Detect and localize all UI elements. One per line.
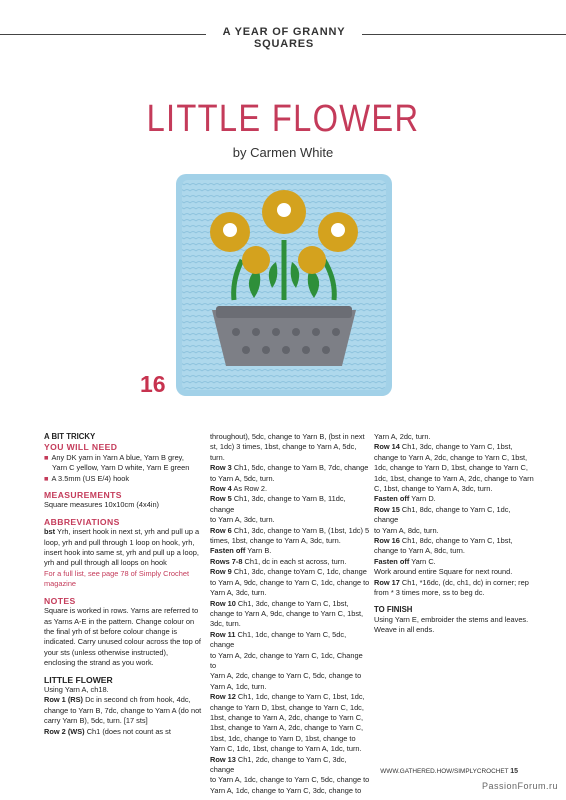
finish-text-cont: Weave in all ends.	[374, 625, 435, 635]
you-will-need-heading: YOU WILL NEED	[44, 442, 118, 453]
pattern-number: 16	[140, 371, 166, 397]
bullet-square-icon: ■	[44, 452, 49, 462]
measurements-text: Square measures 10x10cm (4x4in)	[44, 500, 160, 510]
page-header	[0, 26, 566, 50]
column-1	[44, 432, 204, 737]
difficulty-label: A BIT TRICKY	[44, 432, 96, 441]
header-title: A YEAR OF GRANNY SQUARES	[222, 26, 346, 50]
page-number: 15	[510, 768, 518, 775]
bullet-square-icon: ■	[44, 473, 49, 483]
notes-text: Square is worked in rows. Yarns are referred to as Yarns A-E in the pattern. Change colour on the final yrh of st before colour change is indicated. Carry unused colour across the top of your sts (unless otherwise instructed), enclosing the strand as you work.	[44, 606, 201, 668]
pattern-rows-middle: throughout), 5dc, change to Yarn B, (bst in next st, 1dc) 3 times, 1bst, change to Yarn A, 5dc, turn. Row 3 Ch1, 5dc, change to Yarn B, 7dc, change to Yarn A, 5dc, turn. Row 4 As Row 2. Row 5 Ch1, 3dc, change to Yarn B, 11dc, change to Yarn A, 3dc, turn. Row 6 Ch1, 3dc, change to Yarn B, (1bst, 1dc) 5 times, 1bst, change to Yarn A, 3dc, turn. Fasten off Yarn B. Rows 7-8 Ch1, dc in each st across, turn. Row 9 Ch1, 3dc, change toYarn C, 1dc, change to Yarn A, 9dc, change to Yarn C, 1dc, change to Yarn A, 3dc, turn. Row 10 Ch1, 3dc, change to Yarn C, 1bst, change to Yarn A, 9dc, change to Yarn C, 1bst, 3dc, turn. Row 11 Ch1, 1dc, change to Yarn C, 5dc, change to Yarn A, 2dc, change to Yarn C, 1dc, Change to Yarn A, 2dc, change to Yarn C, 5dc, change to Yarn A, 1dc, turn. Row 12 Ch1, 1dc, change to Yarn C, 1bst, 1dc, change to Yarn D, 1bst, change to Yarn C, 1dc, 1bst, change to Yarn A, 2dc, change to Yarn C, 1bst, change to Yarn A, 2dc, change to Yarn C, 1bst, 1dc, change to Yarn D, 1bst, change to Yarn C, 1dc, 1bst, change to Yarn A, 1dc, turn. Row 13 Ch1, 2dc, change to Yarn C, 3dc, change to Yarn A, 1dc, change to Yarn C, 5dc, change to Yarn A, 1dc, change to Yarn C, 3dc, change to	[210, 432, 370, 795]
pattern-title: LITTLE FLOWER	[146, 98, 420, 140]
abbreviations-heading: ABBREVIATIONS	[44, 516, 120, 527]
granny-square-photo	[172, 170, 396, 400]
measurements-heading: MEASUREMENTS	[44, 490, 122, 501]
footer-url[interactable]: WWW.GATHERED.HOW/SIMPLYCROCHET	[380, 768, 509, 775]
need-item-cont: Yarn C yellow, Yarn D white, Yarn E green	[52, 463, 190, 473]
to-finish-heading: TO FINISH	[374, 604, 413, 614]
abbreviations-list: bst Yrh, insert hook in next st, yrh and pull up a loop, yrh and pull through 1 loop on hook, yrh, insert hook into same st, yrh and pull up a loop, yrh and pull through all loops on hook	[44, 527, 200, 568]
finish-text: Using Yarn E, embroider the stems and leaves.	[374, 614, 529, 624]
notes-heading: NOTES	[44, 595, 76, 606]
pattern-rows-start: Using Yarn A, ch18. Row 1 (RS) Dc in second ch from hook, 4dc, change to Yarn B, 7dc, change to Yarn A (do not carry Yarn B), 5dc, turn. [17 sts] Row 2 (WS) Ch1 (does not count as st	[44, 684, 202, 736]
pattern-byline: by Carmen White	[232, 145, 334, 160]
need-item: ■ Any DK yarn in Yarn A blue, Yarn B grey,	[44, 452, 184, 462]
column-2	[210, 432, 370, 796]
need-item: ■ A 3.5mm (US E/4) hook	[44, 473, 130, 483]
little-flower-heading: LITTLE FLOWER	[44, 674, 113, 685]
abbrev-note: For a full list, see page 78 of Simply Crochet	[44, 568, 190, 578]
column-3	[374, 432, 534, 636]
abbrev-note-cont: magazine	[44, 579, 77, 589]
header-rule-left	[0, 34, 206, 35]
header-rule-right	[362, 34, 566, 35]
pattern-rows-end: Yarn A, 2dc, turn. Row 14 Ch1, 3dc, change to Yarn C, 1bst, change to Yarn A, 2dc, change to Yarn C, 1bst, 1dc, change to Yarn D, 1bst, change to Yarn C, 1dc, 1bst, change to Yarn A, 2dc, change to Yarn C, 1bst, change to Yarn A, 3dc, turn. Fasten off Yarn D. Row 15 Ch1, 8dc, change to Yarn C, 1dc, change to Yarn A, 8dc, turn. Row 16 Ch1, 8dc, change to Yarn C, 1bst, change to Yarn A, 8dc, turn. Fasten off Yarn C. Work around entire Square for next round. Row 17 Ch1, *16dc, (dc, ch1, dc) in corner; rep from * 3 times more, ss to beg dc.	[374, 432, 534, 598]
watermark: PassionForum.ru	[481, 781, 558, 791]
page-footer	[380, 768, 518, 775]
